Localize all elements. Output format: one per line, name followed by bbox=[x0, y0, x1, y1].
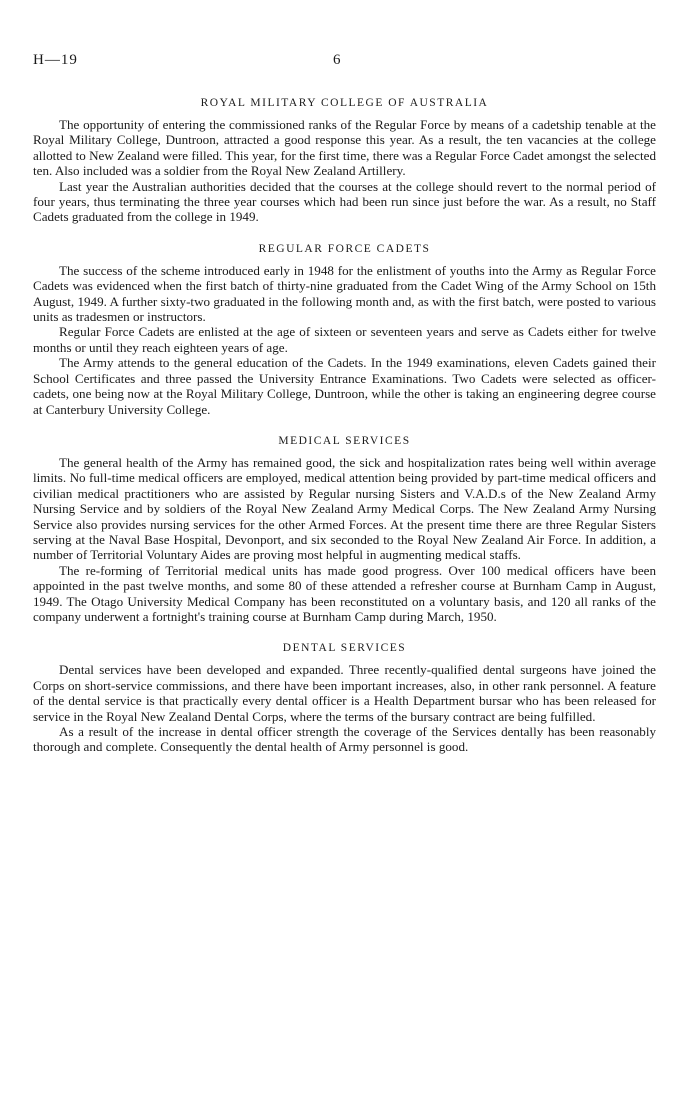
paragraph: The opportunity of entering the commissioned ranks of the Regular Force by means of a cadetship tenable at the Royal Military College, Duntroon, attracted a good response this year. As a result, the ten vacancies at the college allotted to New Zealand were filled. This year, for the first time, there was a Regular Force Cadet amongst the selected ten. Also included was a soldier from the Royal New Zealand Artillery. bbox=[33, 117, 656, 179]
paragraph: Last year the Australian authorities decided that the courses at the college should revert to the normal period of four years, thus terminating the three year courses which had been run since just before the war. As a result, no Staff Cadets graduated from the college in 1949. bbox=[33, 178, 656, 225]
section-heading: REGULAR FORCE CADETS bbox=[258, 242, 431, 255]
section-dental-services bbox=[33, 642, 656, 754]
page-body bbox=[33, 97, 656, 773]
paragraph: The success of the scheme introduced early in 1948 for the enlistment of youths into the Army as Regular Force Cadets was evidenced when the first batch of thirty-nine graduated from the Cadet Wing of the Army School on 15th August, 1949. A further sixty-two graduated in the following month and, as with the first batch, were posted to various units as tradesmen or instructors. bbox=[33, 262, 656, 325]
section-royal-military-college bbox=[33, 97, 656, 225]
section-medical-services bbox=[33, 435, 656, 624]
paragraph: Regular Force Cadets are enlisted at the age of sixteen or seventeen years and serve as Cadets either for twelve months or until they reach eighteen years of age. bbox=[33, 324, 656, 355]
section-heading: MEDICAL SERVICES bbox=[278, 434, 411, 447]
section-heading: ROYAL MILITARY COLLEGE OF AUSTRALIA bbox=[200, 97, 489, 109]
page-number: 6 bbox=[333, 52, 341, 68]
document-reference: H—19 bbox=[33, 52, 78, 68]
section-heading: DENTAL SERVICES bbox=[282, 642, 407, 655]
paragraph: As a result of the increase in dental officer strength the coverage of the Services dentally has been reasonably thorough and complete. Consequently the dental health of Army personnel is good. bbox=[33, 724, 656, 755]
paragraph: The Army attends to the general education of the Cadets. In the 1949 examinations, eleven Cadets gained their School Certificates and three passed the University Entrance Examinations. Two Cadets were selected as officer-cadets, one being now at the Royal Military College, Duntroon, while the other is taking an engineering degree course at Canterbury University College. bbox=[33, 355, 656, 417]
page-header bbox=[33, 52, 670, 72]
paragraph: The general health of the Army has remained good, the sick and hospitalization rates being well within average limits. No full-time medical officers are employed, medical attention being provided by part-time medical officers and civilian medical practitioners who are assisted by Regular nursing Sisters and V.A.D.s of the New Zealand Army Nursing Service and by soldiers of the Royal New Zealand Army Medical Corps. The New Zealand Army Nursing Service also provides nursing services for the other Armed Forces. At the present time there are three Regular Sisters serving at the Naval Base Hospital, Devonport, and six seconded to the Royal New Zealand Air Force. In addition, a number of Territorial Voluntary Aides are proving most helpful in augmenting medical staffs. bbox=[33, 454, 656, 563]
section-regular-force-cadets bbox=[33, 243, 656, 417]
paragraph: Dental services have been developed and expanded. Three recently-qualified dental surgeons have joined the Corps on short-service commissions, and there have been important increases, also, in other rank personnel. A feature of the dental service is that practically every dental officer is a Health Department bursar who has been released for service in the Royal New Zealand Dental Corps, where the terms of the bursary contract are being fulfilled. bbox=[33, 662, 656, 724]
paragraph: The re-forming of Territorial medical units has made good progress. Over 100 medical officers have been appointed in the past twelve months, and some 80 of these attended a refresher course at Burnham Camp in August, 1949. The Otago University Medical Company has been reconstituted on a voluntary basis, and 120 all ranks of the company underwent a fortnight's training course at Burnham Camp during March, 1950. bbox=[33, 562, 656, 624]
